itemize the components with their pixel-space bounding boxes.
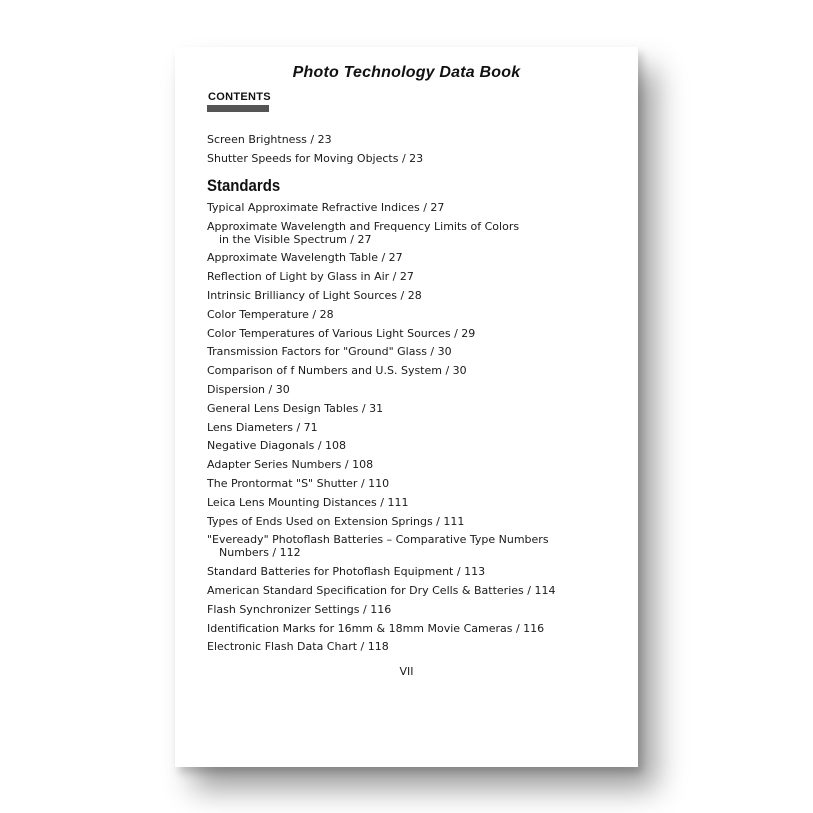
contents-underline-bar xyxy=(207,105,269,112)
list-item: "Eveready" Photoflash Batteries – Comparative Type Numbers Numbers / 112 xyxy=(207,533,549,560)
list-item: Intrinsic Brilliancy of Light Sources / 28 xyxy=(207,288,422,302)
list-item: Color Temperature / 28 xyxy=(207,307,334,321)
list-item: Negative Diagonals / 108 xyxy=(207,439,347,453)
list-item: Lens Diameters / 71 xyxy=(207,420,318,434)
list-item: The Prontormat "S" Shutter / 110 xyxy=(207,476,390,490)
list-item: Screen Brightness / 23 xyxy=(207,133,332,146)
list-item: Standard Batteries for Photoflash Equipment / 113 xyxy=(207,565,486,579)
list-item: Comparison of f Numbers and U.S. System / 30 xyxy=(207,364,467,378)
list-item: Approximate Wavelength and Frequency Limits of Colors in the Visible Spectrum / 27 xyxy=(207,219,520,246)
list-item: Transmission Factors for "Ground" Glass / 30 xyxy=(207,345,452,359)
page-number: VII xyxy=(399,665,414,678)
book-title: Photo Technology Data Book xyxy=(292,64,521,81)
list-item: American Standard Specification for Dry Cells & Batteries / 114 xyxy=(207,583,556,597)
section-heading-standards: Standards xyxy=(207,175,281,195)
list-item: Approximate Wavelength Table / 27 xyxy=(207,251,403,265)
list-item: Electronic Flash Data Chart / 118 xyxy=(207,640,389,654)
list-item: General Lens Design Tables / 31 xyxy=(207,401,384,415)
list-item: Types of Ends Used on Extension Springs / 111 xyxy=(207,514,465,528)
list-item: Identification Marks for 16mm & 18mm Movie Cameras / 116 xyxy=(207,621,545,635)
list-item: Dispersion / 30 xyxy=(207,382,290,396)
list-item: Reflection of Light by Glass in Air / 27 xyxy=(207,270,414,284)
contents-label: CONTENTS xyxy=(208,91,271,103)
list-item: Flash Synchronizer Settings / 116 xyxy=(207,602,392,616)
list-item: Shutter Speeds for Moving Objects / 23 xyxy=(207,151,424,165)
list-item: Color Temperatures of Various Light Sources / 29 xyxy=(207,326,476,340)
list-item: Typical Approximate Refractive Indices / 27 xyxy=(207,200,445,214)
list-item: Leica Lens Mounting Distances / 111 xyxy=(207,495,409,509)
contents-list xyxy=(207,133,627,659)
document-page xyxy=(175,47,638,767)
list-item: Adapter Series Numbers / 108 xyxy=(207,458,374,472)
